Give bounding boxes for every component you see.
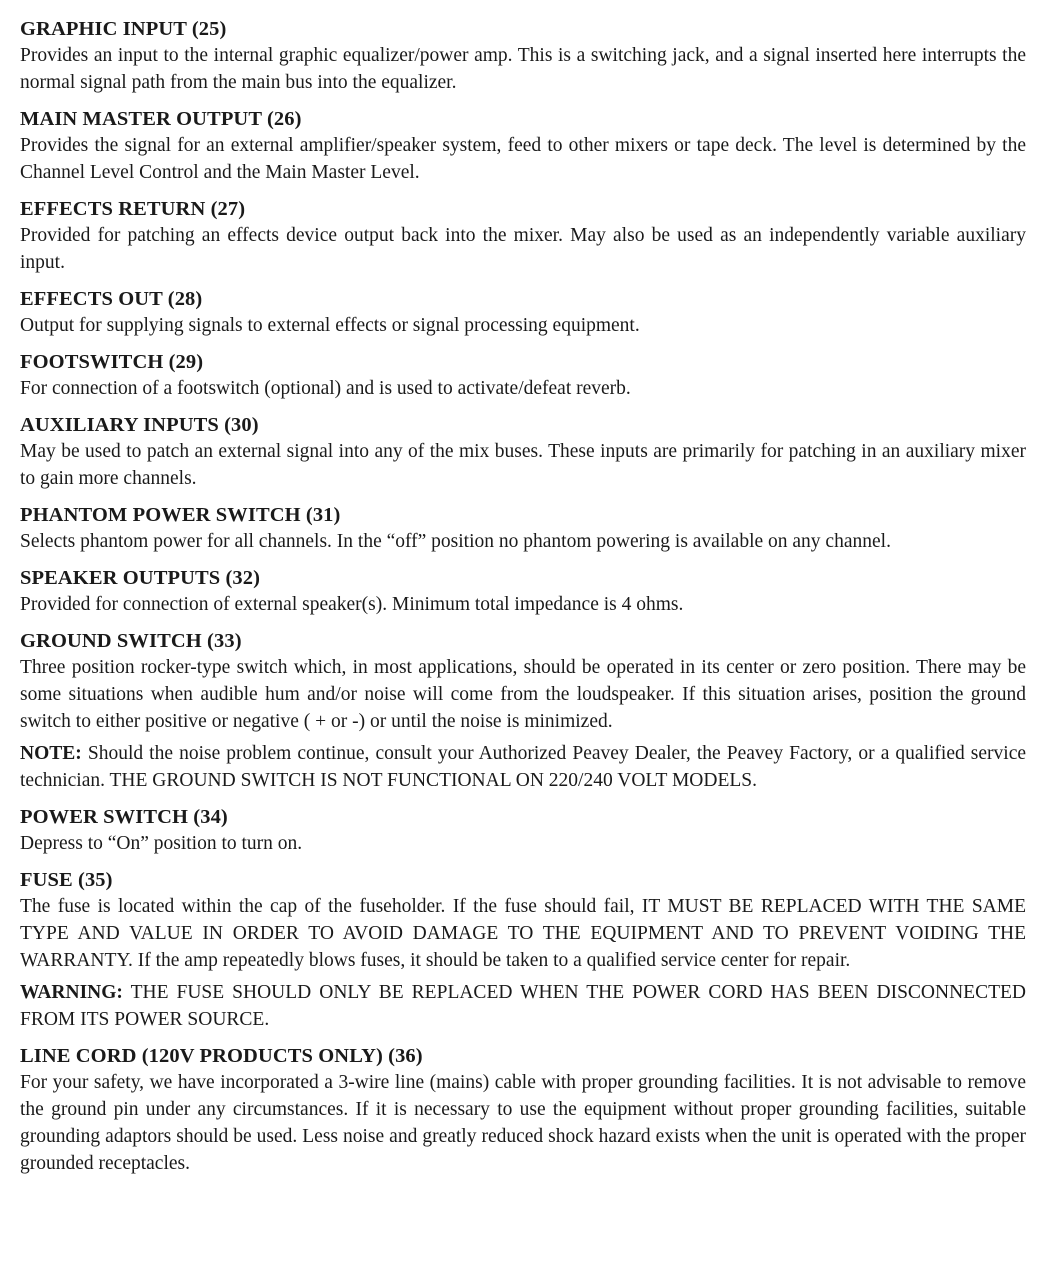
section-power-switch xyxy=(20,804,1026,857)
section-main-master-output xyxy=(20,106,1026,186)
section-heading: SPEAKER OUTPUTS (32) xyxy=(20,567,261,589)
section-body: Output for supplying signals to external effects or signal processing equipment. xyxy=(20,315,640,336)
warning-text: THE FUSE SHOULD ONLY BE REPLACED WHEN THE POWER CORD HAS BEEN DISCONNECTED FROM ITS POWER SOURCE. xyxy=(20,982,1026,1030)
section-body: For your safety, we have incorporated a 3-wire line (mains) cable with proper grounding facilities. It is not advisable to remove the ground pin under any circumstances. If it is necessary to use the equipment without proper grounding facilities, suitable grounding adaptors should be used. Less noise and greatly reduced shock hazard exists when the unit is operated with the proper grounded receptacles. xyxy=(20,1072,1026,1174)
section-body: Provides an input to the internal graphic equalizer/power amp. This is a switching jack, and a signal inserted here interrupts the normal signal path from the main bus into the equalizer. xyxy=(20,45,1026,93)
section-heading: EFFECTS OUT (28) xyxy=(20,288,203,310)
section-effects-out xyxy=(20,286,1026,339)
section-heading: GRAPHIC INPUT (25) xyxy=(20,18,227,40)
note-label: NOTE: xyxy=(20,743,82,764)
section-graphic-input xyxy=(20,16,1026,96)
section-phantom-power-switch xyxy=(20,502,1026,555)
section-line-cord xyxy=(20,1043,1026,1177)
section-heading: EFFECTS RETURN (27) xyxy=(20,198,246,220)
section-body: The fuse is located within the cap of the fuseholder. If the fuse should fail, IT MUST BE REPLACED WITH THE SAME TYPE AND VALUE IN ORDER TO AVOID DAMAGE TO THE EQUIPMENT AND TO PREVENT VOIDING THE WARRANTY. If the amp repeatedly blows fuses, it should be taken to a qualified service center for repair. xyxy=(20,896,1026,971)
section-heading: AUXILIARY INPUTS (30) xyxy=(20,414,259,436)
section-body: For connection of a footswitch (optional) and is used to activate/defeat reverb. xyxy=(20,378,631,399)
section-heading: FOOTSWITCH (29) xyxy=(20,351,204,373)
section-body: May be used to patch an external signal into any of the mix buses. These inputs are primarily for patching in an auxiliary mixer to gain more channels. xyxy=(20,441,1026,489)
warning-paragraph xyxy=(20,979,1026,1033)
note-text: Should the noise problem continue, consult your Authorized Peavey Dealer, the Peavey Factory, or a qualified service technician. THE GROUND SWITCH IS NOT FUNCTIONAL ON 220/240 VOLT MODELS. xyxy=(20,743,1027,791)
section-ground-switch xyxy=(20,628,1026,794)
section-heading: PHANTOM POWER SWITCH (31) xyxy=(20,504,341,526)
section-heading: LINE CORD (120V PRODUCTS ONLY) (36) xyxy=(20,1045,423,1067)
section-heading: GROUND SWITCH (33) xyxy=(20,630,242,652)
section-heading: FUSE (35) xyxy=(20,869,113,891)
note-paragraph xyxy=(20,740,1026,794)
section-body: Provided for patching an effects device output back into the mixer. May also be used as an independently variable auxiliary input. xyxy=(20,225,1026,273)
section-effects-return xyxy=(20,196,1026,276)
section-body: Depress to “On” position to turn on. xyxy=(20,833,303,854)
section-auxiliary-inputs xyxy=(20,412,1026,492)
section-heading: POWER SWITCH (34) xyxy=(20,806,228,828)
section-heading: MAIN MASTER OUTPUT (26) xyxy=(20,108,302,130)
section-body: Three position rocker-type switch which, in most applications, should be operated in its center or zero position. There may be some situations when audible hum and/or noise will come from the loudspeaker. If this situation arises, position the ground switch to either positive or negative ( + or -) or until the noise is minimized. xyxy=(20,657,1026,732)
section-body: Provides the signal for an external amplifier/speaker system, feed to other mixers or tape deck. The level is determined by the Channel Level Control and the Main Master Level. xyxy=(20,135,1026,183)
section-body: Selects phantom power for all channels. In the “off” position no phantom powering is available on any channel. xyxy=(20,531,891,552)
warning-label: WARNING: xyxy=(20,982,123,1003)
section-body: Provided for connection of external speaker(s). Minimum total impedance is 4 ohms. xyxy=(20,594,684,615)
section-speaker-outputs xyxy=(20,565,1026,618)
section-fuse xyxy=(20,867,1026,1033)
section-footswitch xyxy=(20,349,1026,402)
document-page xyxy=(20,16,1026,1187)
